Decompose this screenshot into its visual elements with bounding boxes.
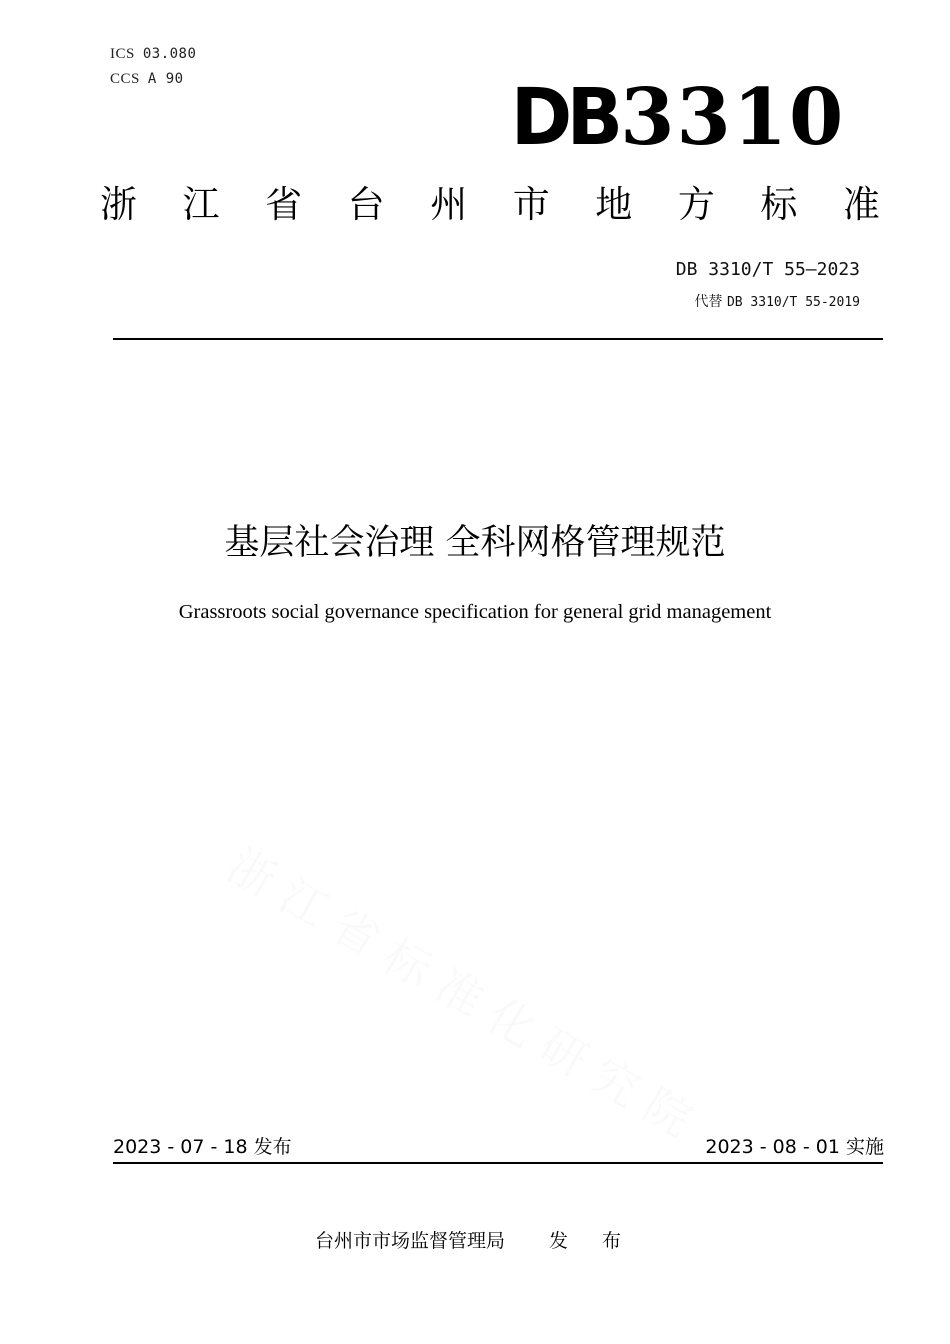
standard-type-title bbox=[100, 180, 880, 230]
header-divider bbox=[113, 338, 883, 340]
ics-line bbox=[110, 46, 196, 63]
title-char: 地 bbox=[595, 183, 633, 226]
title-char: 市 bbox=[512, 183, 550, 226]
replaces-line bbox=[694, 291, 860, 311]
issuer-name: 台州市市场监督管理局 bbox=[314, 1230, 505, 1252]
issuer-line bbox=[0, 1226, 950, 1253]
title-char: 标 bbox=[760, 183, 798, 226]
replaces-code: DB 3310/T 55-2019 bbox=[726, 295, 860, 310]
document-title-en: Grassroots social governance specification for general grid management bbox=[178, 601, 772, 623]
publish-label: 发 布 bbox=[548, 1230, 636, 1252]
title-char: 省 bbox=[265, 183, 303, 226]
ccs-label: CCS bbox=[110, 71, 140, 87]
issue-date: 2023 - 07 - 18 发布 bbox=[113, 1136, 292, 1158]
logo-prefix: DB bbox=[510, 73, 618, 163]
implementation-date: 2023 - 08 - 01 实施 bbox=[705, 1136, 884, 1158]
ics-code: 03.080 bbox=[142, 46, 197, 62]
title-char: 浙 bbox=[100, 183, 137, 226]
title-char: 州 bbox=[430, 183, 468, 226]
title-char: 江 bbox=[182, 183, 220, 226]
title-char: 方 bbox=[677, 183, 715, 226]
standard-number: DB 3310/T 55—2023 bbox=[675, 259, 860, 280]
watermark bbox=[220, 830, 735, 1162]
replaces-label: 代替 bbox=[694, 294, 723, 310]
title-char: 台 bbox=[347, 183, 385, 226]
logo-number: 3310 bbox=[620, 72, 846, 163]
ccs-line bbox=[110, 71, 184, 88]
ics-label: ICS bbox=[110, 46, 135, 62]
ccs-code: A 90 bbox=[147, 71, 184, 87]
title-char: 准 bbox=[842, 183, 880, 226]
document-title-zh: 基层社会治理 全科网格管理规范 bbox=[224, 523, 726, 563]
db-logo bbox=[508, 72, 846, 163]
footer-divider bbox=[113, 1162, 883, 1164]
